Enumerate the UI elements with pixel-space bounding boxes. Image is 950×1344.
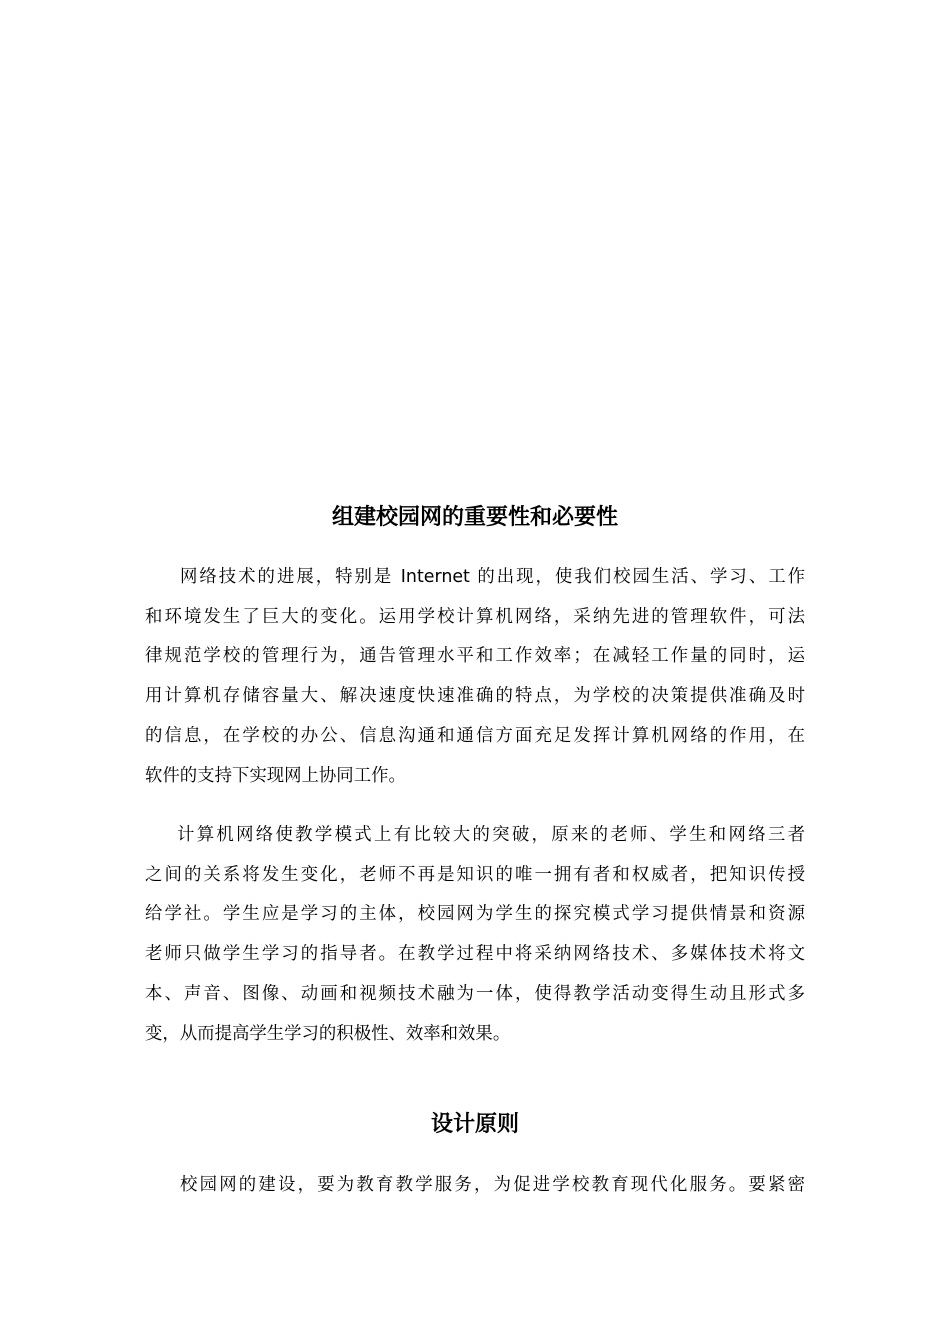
text-line: 计算机网络使教学模式上有比较大的突破，原来的老师、学生和网络三者 [177,825,805,845]
text-line: 网络技术的进展，特别是 Internet 的出现，使我们校园生活、学习、工作 [180,567,805,587]
section-title-design-principles: 设计原则 [430,1112,519,1137]
text-line: 给学社。学生应是学习的主体，校园网为学生的探究模式学习提供情景和资源 [145,904,805,925]
text-line: 的信息，在学校的办公、信息沟通和通信方面充足发挥计算机网络的作用，在 [145,725,805,746]
text-line: 用计算机存储容量大、解决速度快速准确的特点，为学校的决策提供准确及时 [145,686,805,707]
paragraph-campus-network-construction [145,1166,805,1206]
paragraph-network-progress [145,558,805,796]
text-line: 之间的关系将发生变化，老师不再是知识的唯一拥有者和权威者，把知识传授 [145,864,805,885]
text-line: 校园网的建设，要为教育教学服务，为促进学校教育现代化服务。要紧密 [180,1175,805,1195]
text-line: 老师只做学生学习的指导者。在教学过程中将采纳网络技术、多媒体技术将文 [145,944,805,965]
text-line: 本、声音、图像、动画和视频技术融为一体，使得教学活动变得生动且形式多 [145,983,805,1004]
paragraph-teaching-mode [145,816,805,1054]
text-line: 律规范学校的管理行为，通告管理水平和工作效率；在减轻工作量的同时，运 [145,646,805,667]
text-line: 和环境发生了巨大的变化。运用学校计算机网络，采纳先进的管理软件，可法 [145,606,805,627]
text-line: 软件的支持下实现网上协同工作。 [145,765,406,786]
text-line: 变，从而提高学生学习的积极性、效率和效果。 [145,1023,511,1044]
section-title-importance: 组建校园网的重要性和必要性 [331,505,618,530]
